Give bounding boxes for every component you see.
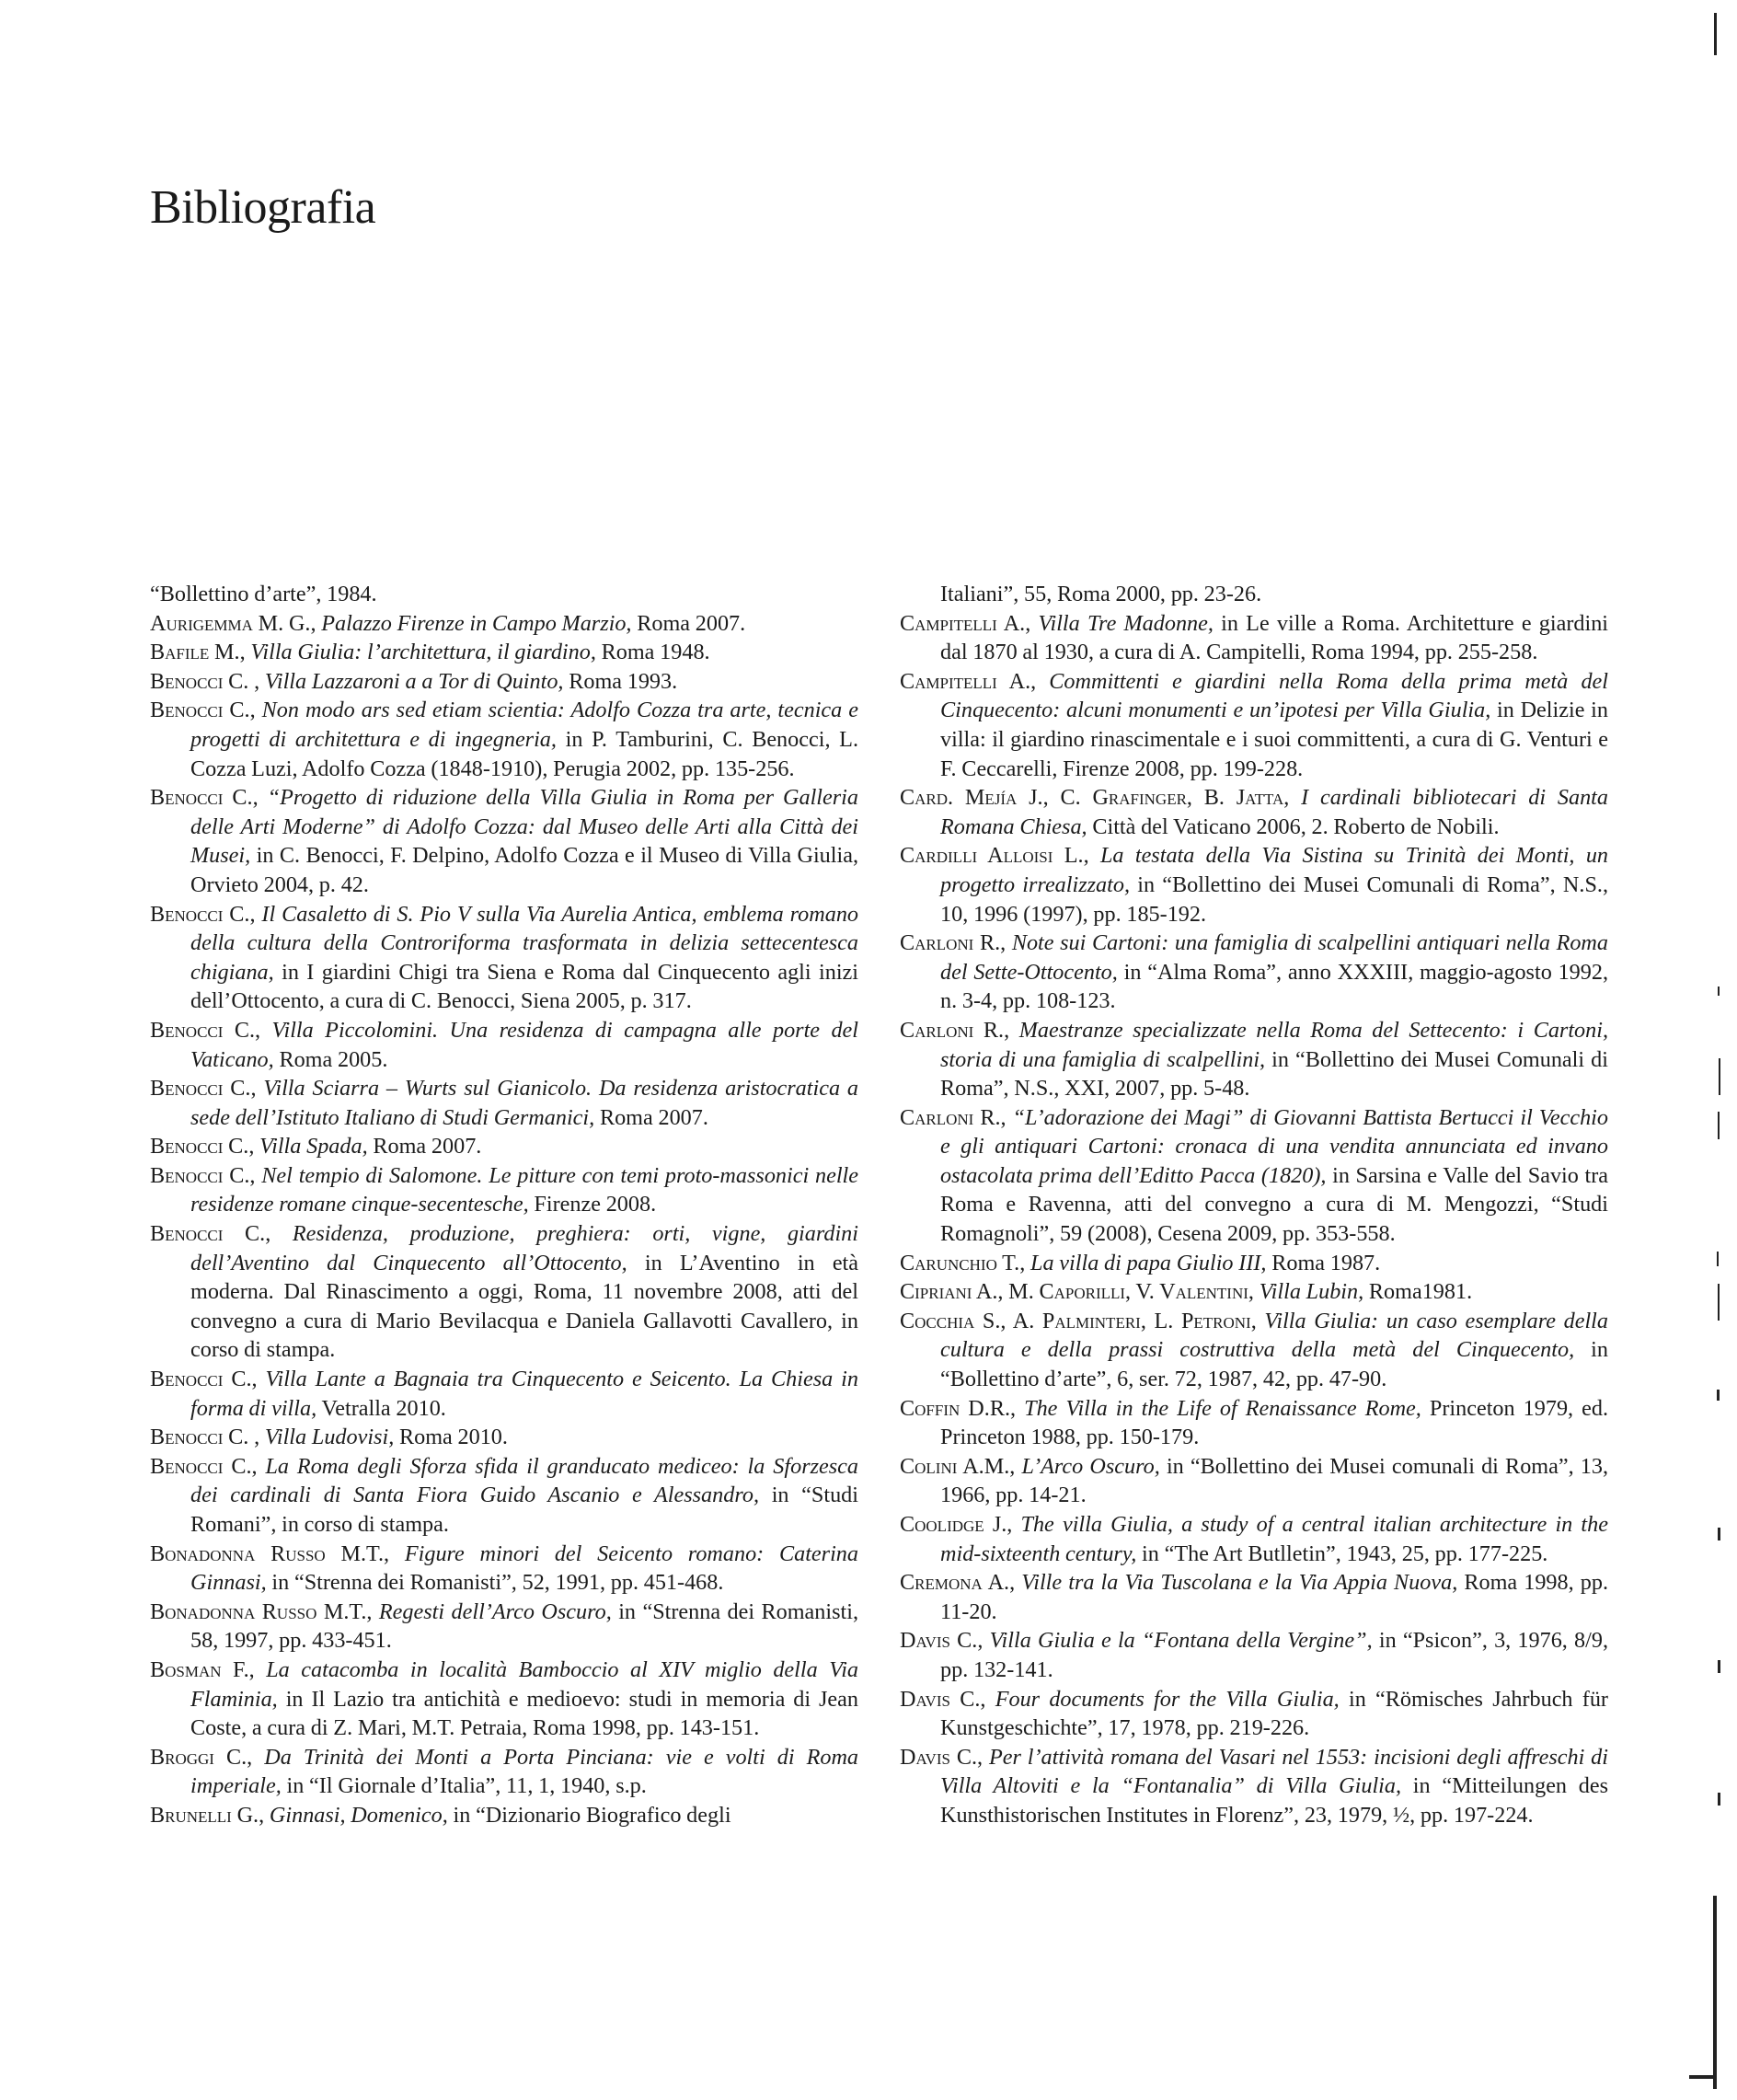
entry-details: in “Bollettino dei Musei Comunali di Roma”, N.S., XXI, 2007, pp. 5-48. — [940, 1046, 1608, 1102]
entry-details: in “Mitteilungen des Kunsthistorischen Institutes in Florenz”, 23, 1979, ½, pp. 197-224. — [940, 1773, 1609, 1828]
entry-title: The villa Giulia, a study of a central italian architecture in the mid-sixteenth century, — [940, 1512, 1608, 1566]
scan-mark-top — [1714, 13, 1717, 55]
entry-details: Italiani”, 55, Roma 2000, pp. 23-26. — [940, 582, 1262, 606]
entry-details: in “Alma Roma”, anno XXXIII, maggio-agosto 1992, n. 3-4, pp. 108-123. — [940, 959, 1608, 1014]
entry-author: Carloni R., — [900, 1017, 1010, 1043]
entry-details: in “Strenna dei Romanisti, 58, 1997, pp. 433-451. — [190, 1598, 858, 1654]
entry-title: The Villa in the Life of Renaissance Rome, — [1024, 1395, 1421, 1421]
bibliography-entry — [150, 1743, 858, 1801]
entry-title: Residenza, produzione, preghiera: orti, vigne, giardini dell’Aventino dal Cinquecento all’Ottocento, — [190, 1221, 858, 1275]
scan-mark-5 — [1718, 1284, 1720, 1321]
entry-details: Roma 1948. — [601, 640, 710, 665]
bibliography-entry — [900, 1510, 1608, 1568]
entry-details: in “Studi Romani”, in corso di stampa. — [190, 1483, 858, 1537]
scan-mark-2 — [1719, 1058, 1720, 1095]
entry-details: Firenze 2008. — [534, 1192, 657, 1217]
scan-mark-1 — [1718, 987, 1720, 996]
entry-author: Benocci C., — [150, 1017, 261, 1043]
bibliography-entry — [900, 841, 1608, 929]
entry-author: Cipriani A., M. Caporilli, V. Valentini, — [900, 1279, 1254, 1305]
entry-details: Roma 2007. — [373, 1134, 482, 1160]
entry-details: in “The Art Butlletin”, 1943, 25, pp. 177-225. — [1142, 1540, 1548, 1566]
entry-author: Bafile M., — [150, 640, 246, 665]
entry-title: “L’adorazione dei Magi” di Giovanni Battista Bertucci il Vecchio e gli antiquari Cartoni: cronaca di una vendita annunciata ed invano ostacolata prima dell’Editto Pacca (1820), — [940, 1104, 1608, 1188]
bibliography-entry — [900, 667, 1608, 783]
entry-title: “Progetto di riduzione della Villa Giulia in Roma per Galleria delle Arti Moderne” di Adolfo Cozza: dal Museo delle Arti alla Città dei Musei, — [190, 785, 858, 869]
entry-title: Villa Lubin, — [1259, 1279, 1364, 1305]
bibliography-entry — [150, 609, 858, 639]
bibliography-entry — [150, 1801, 858, 1830]
entry-title: Non modo ars sed etiam scientia: Adolfo Cozza tra arte, tecnica e progetti di architettura e di ingegneria, — [190, 698, 859, 752]
bibliography-entry — [150, 667, 858, 697]
entry-details: Vetralla 2010. — [321, 1395, 446, 1421]
scan-mark-bottom-curl — [1689, 2075, 1717, 2079]
entry-author: Benocci C., — [150, 1367, 258, 1392]
entry-author: Bonadonna Russo M.T., — [150, 1540, 390, 1566]
entry-author: Carunchio T., — [900, 1250, 1026, 1275]
entry-author: Benocci C., — [150, 901, 256, 927]
entry-details: Roma 1998, pp. 11-20. — [940, 1570, 1608, 1624]
entry-author: Coolidge J., — [900, 1512, 1013, 1537]
bibliography-entry — [150, 1423, 858, 1452]
entry-title: Ville tra la Via Tuscolana e la Via Appia Nuova, — [1021, 1570, 1458, 1596]
bibliography-entry — [150, 1540, 858, 1598]
bibliography-entry — [150, 1074, 858, 1132]
bibliography-entry — [150, 1219, 858, 1365]
entry-author: Broggi C., — [150, 1744, 253, 1770]
entry-details: in “Psicon”, 3, 1976, 8/9, pp. 132-141. — [940, 1628, 1608, 1682]
bibliography-entry — [150, 900, 858, 1016]
page-title: Bibliografia — [150, 181, 376, 234]
entry-author: Cardilli Alloisi L., — [900, 843, 1089, 869]
entry-title: Il Casaletto di S. Pio V sulla Via Aurelia Antica, emblema romano della cultura della Controriforma trasformata in delizia settecentesca chigiana, — [190, 901, 859, 985]
entry-author: Brunelli G., — [150, 1802, 265, 1828]
entry-details: in I giardini Chigi tra Siena e Roma dal Cinquecento agli inizi dell’Ottocento, a cura di C. Benocci, Siena 2005, p. 317. — [190, 959, 858, 1014]
entry-title: Villa Sciarra – Wurts sul Gianicolo. Da residenza aristocratica a sede dell’Istituto Italiano di Studi Germanici, — [190, 1076, 858, 1130]
bibliography-entry — [150, 1452, 858, 1540]
bibliography-entry — [150, 1016, 858, 1074]
bibliography-entry — [900, 580, 1608, 609]
entry-details: Roma 2007. — [599, 1104, 708, 1130]
entry-details: Roma 2005. — [279, 1046, 388, 1072]
bibliography-entry — [150, 638, 858, 667]
entry-title: Regesti dell’Arco Oscuro, — [378, 1598, 612, 1624]
entry-title: Nel tempio di Salomone. Le pitture con temi proto-massonici nelle residenze romane cinque-secentesche, — [190, 1162, 859, 1217]
bibliography-entry — [900, 1249, 1608, 1278]
entry-author: Davis C., — [900, 1686, 986, 1712]
entry-author: Benocci C., — [150, 1221, 271, 1247]
entry-title: Villa Giulia: un caso esemplare della cultura e della prassi costruttiva della metà del Cinquecento, — [940, 1308, 1608, 1363]
entry-author: Benocci C., — [150, 698, 256, 723]
bibliography-entry — [900, 1626, 1608, 1684]
entry-author: Colini A.M., — [900, 1453, 1016, 1479]
entry-author: Carloni R., — [900, 930, 1007, 956]
entry-details: Princeton 1979, ed. Princeton 1988, pp. 150-179. — [940, 1395, 1609, 1450]
entry-details: in P. Tamburini, C. Benocci, L. Cozza Luzi, Adolfo Cozza (1848-1910), Perugia 2002, pp. 135-256. — [190, 726, 858, 781]
entry-details: in Delizie in villa: il giardino rinascimentale e i suoi committenti, a cura di G. Venturi e F. Ceccarelli, Firenze 2008, pp. 199-228. — [940, 698, 1608, 781]
bibliography-entry — [900, 783, 1608, 841]
entry-details: Roma 1993. — [569, 668, 678, 694]
entry-details: in “Il Giornale d’Italia”, 11, 1, 1940, s.p. — [286, 1773, 647, 1799]
entry-title: Committenti e giardini nella Roma della prima metà del Cinquecento: alcuni monumenti e un’ipotesi per Villa Giulia, — [940, 668, 1608, 723]
entry-title: I cardinali bibliotecari di Santa Romana Chiesa, — [940, 785, 1608, 839]
entry-author: Campitelli A., — [900, 668, 1037, 694]
entry-details: in Le ville a Roma. Architetture e giardini dal 1870 al 1930, a cura di A. Campitelli, Roma 1994, pp. 255-258. — [940, 610, 1609, 665]
entry-author: Davis C., — [900, 1628, 984, 1654]
entry-title: Palazzo Firenze in Campo Marzio, — [321, 610, 632, 636]
entry-author: Benocci C., — [150, 1076, 257, 1102]
bibliography-entry — [900, 929, 1608, 1016]
bibliography-entry — [900, 1016, 1608, 1103]
entry-author: Benocci C. , — [150, 1425, 260, 1450]
entry-details: in Sarsina e Valle del Savio tra Roma e Ravenna, atti del convegno a cura di M. Mengozzi, “Studi Romagnoli”, 59 (2008), Cesena 2009, pp. 353-558. — [940, 1162, 1608, 1247]
scan-mark-4 — [1717, 1252, 1719, 1266]
entry-author: Coffin D.R., — [900, 1395, 1017, 1421]
entry-author: Davis C., — [900, 1744, 984, 1770]
entry-title: Villa Giulia: l’architettura, il giardino, — [250, 640, 596, 665]
entry-details: Roma 1987. — [1271, 1250, 1381, 1275]
entry-details: in “Strenna dei Romanisti”, 52, 1991, pp. 451-468. — [271, 1570, 724, 1596]
entry-title: Villa Piccolomini. Una residenza di campagna alle porte del Vaticano, — [190, 1017, 859, 1072]
entry-title: La testata della Via Sistina su Trinità dei Monti, un progetto irrealizzato, — [940, 843, 1609, 897]
entry-details: “Bollettino d’arte”, 1984. — [150, 582, 377, 606]
entry-details: Roma 2010. — [399, 1425, 508, 1450]
bibliography-entry — [150, 1656, 858, 1743]
entry-title: La catacomba in località Bamboccio al XIV miglio della Via Flaminia, — [190, 1656, 859, 1712]
entry-title: Note sui Cartoni: una famiglia di scalpellini antiquari nella Roma del Sette-Ottocento, — [940, 930, 1608, 985]
entry-title: Ginnasi, Domenico, — [269, 1802, 448, 1828]
scan-mark-9 — [1718, 1793, 1720, 1806]
entry-title: La Roma degli Sforza sfida il granducato mediceo: la Sforzesca dei cardinali di Santa Fiora Guido Ascanio e Alessandro, — [190, 1453, 858, 1508]
entry-details: in “Bollettino dei Musei Comunali di Roma”, N.S., 10, 1996 (1997), pp. 185-192. — [940, 871, 1608, 927]
entry-author: Benocci C., — [150, 785, 259, 811]
bibliography-entry — [900, 1103, 1608, 1249]
entry-title: Villa Lazzaroni a a Tor di Quinto, — [264, 668, 564, 694]
bibliography-entry — [150, 783, 858, 899]
bibliography-entry — [900, 1743, 1608, 1830]
entry-author: Benocci C., — [150, 1162, 256, 1188]
scan-mark-8 — [1718, 1660, 1720, 1673]
bibliography-entry — [900, 1394, 1608, 1452]
bibliography-entry — [150, 696, 858, 783]
entry-title: L’Arco Oscuro, — [1021, 1453, 1160, 1479]
entry-details: Roma1981. — [1368, 1279, 1473, 1305]
entry-title: Per l’attività romana del Vasari nel 1553: incisioni degli affreschi di Villa Altoviti e la “Fontanalia” di Villa Giulia, — [940, 1744, 1608, 1799]
bibliography-entry — [150, 1598, 858, 1656]
entry-title: Villa Giulia e la “Fontana della Vergine”, — [989, 1628, 1373, 1654]
entry-author: Card. Mejía J., C. Grafinger, B. Jatta, — [900, 785, 1290, 811]
entry-author: Bonadonna Russo M.T., — [150, 1598, 373, 1624]
bibliography-entry — [150, 1132, 858, 1161]
entry-details: in “Bollettino d’arte”, 6, ser. 72, 1987, 42, pp. 47-90. — [940, 1337, 1608, 1392]
bibliography-column-left — [150, 580, 858, 1830]
entry-title: Villa Tre Madonne, — [1038, 610, 1214, 636]
entry-details: in C. Benocci, F. Delpino, Adolfo Cozza e il Museo di Villa Giulia, Orvieto 2004, p. 42. — [190, 843, 858, 897]
entry-details: Roma 2007. — [637, 610, 746, 636]
scan-mark-7 — [1718, 1528, 1720, 1540]
bibliography-column-right — [900, 580, 1608, 1830]
entry-title: Villa Ludovisi, — [264, 1425, 395, 1450]
entry-title: Figure minori del Seicento romano: Caterina Ginnasi, — [190, 1540, 858, 1596]
bibliography-entry — [150, 1161, 858, 1219]
entry-author: Benocci C. , — [150, 668, 260, 694]
scan-mark-3 — [1718, 1112, 1720, 1139]
entry-author: Benocci C., — [150, 1453, 258, 1479]
entry-details: in “Bollettino dei Musei comunali di Roma”, 13, 1966, pp. 14-21. — [940, 1453, 1609, 1508]
scan-mark-bottom — [1713, 1896, 1717, 2089]
bibliography-entry — [150, 1365, 858, 1423]
bibliography-entry — [900, 1277, 1608, 1307]
entry-details: in L’Aventino in età moderna. Dal Rinascimento a oggi, Roma, 11 novembre 2008, atti del convegno a cura di Mario Bevilacqua e Daniela Gallavotti Cavallero, in corso di stampa. — [190, 1250, 859, 1363]
entry-author: Campitelli A., — [900, 610, 1031, 636]
entry-author: Cocchia S., A. Palminteri, L. Petroni, — [900, 1308, 1257, 1333]
entry-details: Città del Vaticano 2006, 2. Roberto de Nobili. — [1092, 813, 1500, 839]
entry-details: in “Römisches Jahrbuch für Kunstgeschichte”, 17, 1978, pp. 219-226. — [940, 1686, 1608, 1741]
bibliography-entry — [900, 1307, 1608, 1394]
entry-title: Villa Spada, — [259, 1134, 368, 1160]
entry-author: Bosman F., — [150, 1656, 255, 1682]
entry-details: in Il Lazio tra antichità e medioevo: studi in memoria di Jean Coste, a cura di Z. Mari, M.T. Petraia, Roma 1998, pp. 143-151. — [190, 1686, 858, 1741]
entry-title: La villa di papa Giulio III, — [1030, 1250, 1267, 1275]
entry-title: Four documents for the Villa Giulia, — [995, 1686, 1340, 1712]
scan-mark-6 — [1717, 1390, 1720, 1401]
entry-author: Benocci C., — [150, 1134, 255, 1160]
entry-author: Cremona A., — [900, 1570, 1016, 1596]
entry-title: Maestranze specializzate nella Roma del Settecento: i Cartoni, storia di una famiglia di scalpellini, — [940, 1017, 1609, 1072]
bibliography-entry — [150, 580, 858, 609]
entry-author: Carloni R., — [900, 1104, 1007, 1130]
bibliography-entry — [900, 1568, 1608, 1626]
entry-author: Aurigemma M. G., — [150, 610, 316, 636]
entry-title: Villa Lante a Bagnaia tra Cinquecento e Seicento. La Chiesa in forma di villa, — [190, 1367, 858, 1421]
bibliography-entry — [900, 609, 1608, 667]
bibliography-entry — [900, 1452, 1608, 1510]
entry-title: Da Trinità dei Monti a Porta Pinciana: vie e volti di Roma imperiale, — [190, 1744, 858, 1799]
bibliography-entry — [900, 1685, 1608, 1743]
entry-details: in “Dizionario Biografico degli — [453, 1802, 731, 1828]
